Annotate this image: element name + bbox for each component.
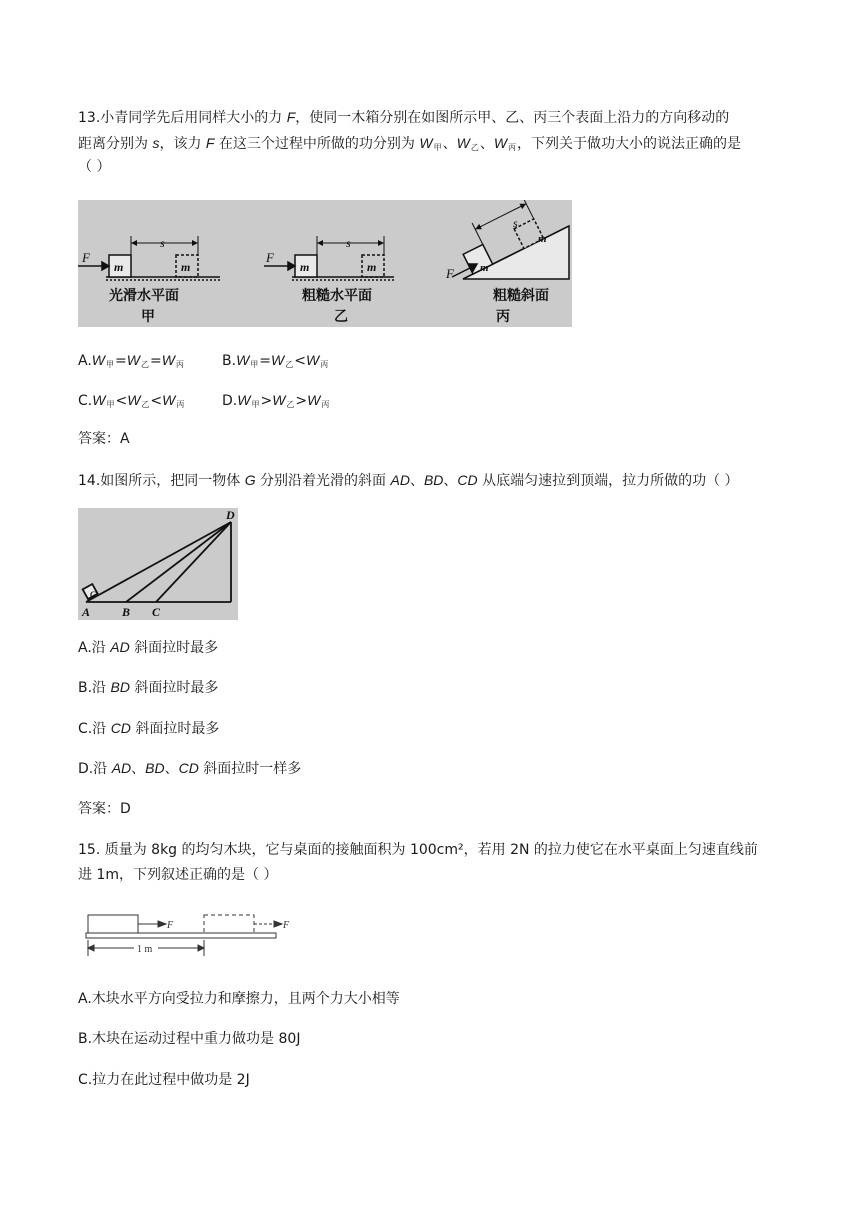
distance-label: 1 m <box>137 944 153 955</box>
q14-stem: 14.如图所示，把同一物体 G 分别沿着光滑的斜面 AD、BD、CD 从底端匀速拉到顶端，拉力所做的功（ ） <box>78 472 739 489</box>
svg-text:F: F <box>167 920 174 931</box>
svg-text:m: m <box>538 233 547 245</box>
label-a: A <box>82 605 91 619</box>
svg-text:乙: 乙 <box>334 309 348 325</box>
q13-option-a[interactable]: $A.W_甲=W_乙=W_丙$ <box>78 352 184 369</box>
svg-text:G: G <box>90 590 96 599</box>
svg-text:m: m <box>367 260 377 274</box>
q14-answer: 答案：D <box>78 801 131 817</box>
svg-text:m: m <box>480 262 489 274</box>
label-b: B <box>122 605 131 619</box>
svg-text:F: F <box>266 250 274 265</box>
svg-text:s: s <box>346 236 351 250</box>
q13-option-d[interactable]: $D.W_甲>W_乙>W_丙$ <box>222 392 330 409</box>
q13-f1: F <box>82 250 90 265</box>
q14-figure <box>78 508 238 620</box>
q13-stem-line-1: 13.小青同学先后用同样大小的力 F，使同一木箱分别在如图所示甲、乙、丙三个表面上沿力的方向移动的 <box>78 109 730 126</box>
q15-stem-line-1: 15. 质量为 8kg 的均匀木块，它与桌面的接触面积为 100cm²，若用 2N 的拉力使它在水平桌面上匀速直线前 <box>78 842 758 858</box>
q13-option-b[interactable]: $B.W_甲=W_乙<W_丙$ <box>222 352 329 369</box>
svg-text:F: F <box>446 266 454 281</box>
svg-text:m: m <box>300 260 310 274</box>
svg-text:F: F <box>283 920 290 931</box>
q15-figure <box>84 910 304 962</box>
q13-caption-smooth: 光滑水平面 <box>109 288 179 304</box>
q15-option-b[interactable]: B.木块在运动过程中重力做功是 80J <box>78 1031 301 1047</box>
q13-figure <box>78 200 572 327</box>
q14-option-d[interactable]: D.沿 AD、BD、CD 斜面拉时一样多 <box>78 760 302 777</box>
q13-caption-incline: 粗糙斜面 <box>493 288 549 304</box>
svg-text:s: s <box>513 216 518 230</box>
q14-option-c[interactable]: C.沿 CD 斜面拉时最多 <box>78 720 220 737</box>
q13-option-c[interactable]: $C.W_甲<W_乙<W_丙$ <box>78 392 185 409</box>
q15-stem-line-2: 进 1m，下列叙述正确的是（ ） <box>78 867 278 883</box>
q14-option-a[interactable]: A.沿 AD 斜面拉时最多 <box>78 639 219 656</box>
q15-option-a[interactable]: A.木块水平方向受拉力和摩擦力，且两个力大小相等 <box>78 991 400 1007</box>
svg-text:甲: 甲 <box>141 309 155 325</box>
q13-stem-line-2: 距离分别为 s，该力 F 在这三个过程中所做的功分别为 $W_甲$、$W_乙$、$W_丙$，下列关于做功大小的说法正确的是 <box>78 135 742 152</box>
q15-option-c[interactable]: C.拉力在此过程中做功是 2J <box>78 1072 250 1088</box>
label-c: C <box>152 605 161 619</box>
svg-text:m: m <box>181 260 191 274</box>
q14-option-b[interactable]: B.沿 BD 斜面拉时最多 <box>78 679 219 696</box>
q13-stem-line-3: （ ） <box>78 159 111 175</box>
q13-answer: 答案：A <box>78 431 130 447</box>
svg-text:m: m <box>114 260 124 274</box>
svg-text:s: s <box>160 236 165 250</box>
label-d: D <box>226 508 235 522</box>
q13-caption-rough: 粗糙水平面 <box>302 288 372 304</box>
svg-text:丙: 丙 <box>496 309 510 325</box>
